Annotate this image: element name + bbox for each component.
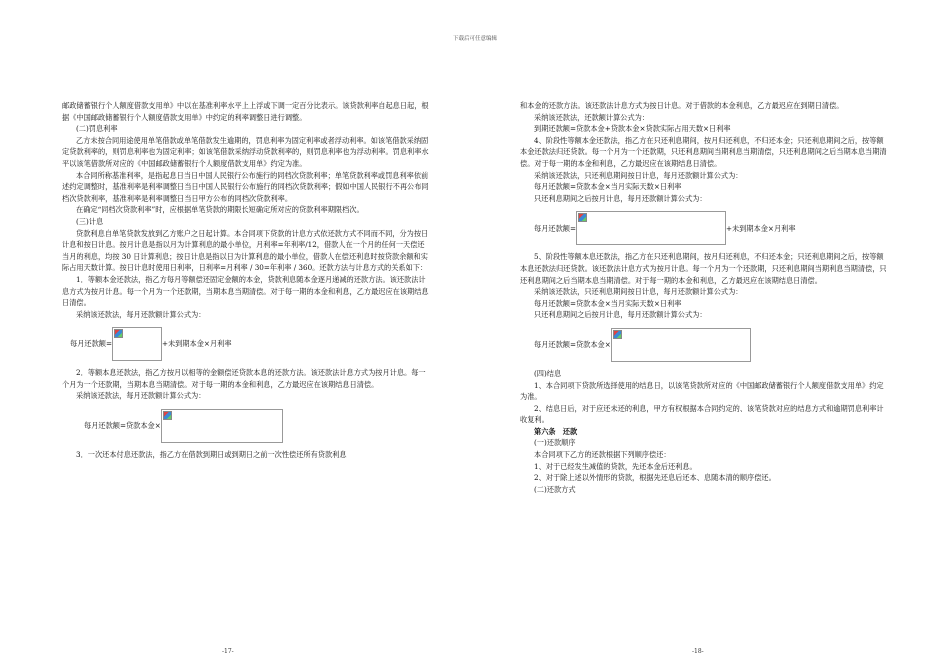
paragraph: 只还利息期间之后按月计息，每月还款额计算公式为： [534, 193, 707, 203]
paragraph: 1．等额本金还款法，指乙方每月等额偿还固定金额的本金，贷款利息随本金逐月递减的还款方法。该还款法计息方式为按月计息。每一个月为一个还款期，当期本息当期清偿。对于每一期的本金和利息，乙方最迟应在该期结息日清偿。 [62, 274, 429, 308]
paragraph: 2、对于除上述以外情形的贷款，根据先还息后还本、息随本清的顺序偿还。 [534, 473, 776, 483]
paragraph: 采纳该还款法，只还利息期间按日计息，每月还款额计算公式为： [534, 170, 743, 180]
formula-image [112, 327, 162, 361]
formula-label: 每月还款额= [534, 223, 576, 233]
paragraph: 采纳该还款法，每月还款额计算公式为： [76, 391, 206, 401]
formula-tail: +未到期本金×月利率 [725, 223, 796, 233]
paragraph: 2、结息日后，对于应还未还的利息，甲方有权根据本合同约定的、该笔贷款对应的结息方式和逾期罚息利率计收复利。 [520, 403, 884, 425]
formula-image [576, 211, 726, 245]
formula-text: 每月还款额=贷款本金×当月实际天数×日利率 [534, 182, 682, 192]
paragraph: 只还利息期间之后按月计息，每月还款额计算公式为： [534, 310, 707, 320]
paragraph: 5、阶段性等额本息还款法，指乙方在只还利息期间，按月归还利息，不归还本金；只还利息期间之后，按等额本息还款法归还贷款。该还款法计息方式为按月计息。每一个月为一个还款期，只还利息期间当期利息当期清偿，只还利息期间之后当期本息当期清偿。对于每一期的本金和利息，乙方最迟应在该期结息日清偿。 [520, 252, 887, 285]
broken-image-icon [114, 329, 123, 338]
paragraph: 乙方未按合同用途使用单笔借款或单笔借款发生逾期的，罚息利率为固定利率或者浮动利率。如该笔借款采纳固定贷款利率的，则罚息利率也为固定利率；如该笔借款采纳浮动贷款利率的，则罚息利率也为浮动利率。罚息利率水平以该笔借款所对应的《中国邮政储蓄银行个人额度借款支用单》约定为准。 [62, 135, 429, 168]
formula-text: 到期还款额=贷款本金+贷款本金×贷款实际占用天数×日利率 [534, 124, 731, 134]
paragraph: 邮政储蓄银行个人额度借款支用单》中以在基准利率水平上上浮或下调一定百分比表示。该贷款利率自起息日起，根据《中国邮政储蓄银行个人额度借款支用单》中约定的利率调整日进行调整。 [62, 101, 429, 122]
formula-equal-installment [84, 409, 430, 443]
formula-image [611, 328, 751, 362]
section-heading: (二)还款方式 [534, 484, 576, 494]
broken-image-icon [163, 411, 172, 420]
page-number-left: -17- [222, 648, 234, 655]
section-heading: (三)计息 [76, 216, 104, 226]
paragraph: 4、阶段性等额本金还款法，指乙方在只还利息期间，按月归还利息，不归还本金；只还利息期间之后，按等额本金还款法归还贷款。每一个月为一个还款期，只还利息期间当期利息当期清偿，只还利息期间之后当期本息当期清偿。对于每一期的本金和利息，乙方最迟应在该期结息日清偿。 [520, 135, 887, 168]
paragraph: 贷款利息自单笔贷款发放到乙方账户之日起计算。本合同项下贷款的计息方式依还款方式不同而不同，分为按日计息和按日计息。按月计息是指以月为计算利息的最小单位，月利率=年利率/12，借款人在一个月的任何一天偿还当月的利息，均按 30 日计算利息；按日计息是指以日为计算利息的最小单位，借款人在偿还利息时按贷款余额和实际占用天数计算。按日计息时使用日利率，日利率=月利率 / 30=年利率 / 360。还款方法与计息方式的关系如下： [62, 228, 429, 273]
paragraph: 采纳该还款法，还款额计算公式为： [534, 112, 650, 122]
paragraph: 3．一次还本付息还款法，指乙方在借款到期日或到期日之前一次性偿还所有贷款利息 [76, 450, 347, 460]
paragraph: 1、对于已经发生减值的贷款，先还本金后还利息。 [534, 461, 697, 471]
section-heading: (四)结息 [534, 368, 562, 378]
paragraph: 1、本合同项下贷款所选择使用的结息日，以该笔贷款所对应的《中国邮政储蓄银行个人额度借款支用单》约定为准。 [520, 380, 884, 402]
formula-tail: +未到期本金×月利率 [161, 339, 232, 349]
formula-stage-installment [534, 328, 888, 362]
paragraph: 在确定“同档次贷款利率”时，应根据单笔贷款的期限长短确定所对应的贷款利率期限档次。 [76, 205, 364, 215]
paragraph: 采纳该还款法，每月还款额计算公式为： [76, 309, 206, 319]
paragraph: 2．等额本息还款法，指乙方按月以相等的金额偿还贷款本息的还款方法。该还款法计息方式为按月计息。每一个月为一个还款期，当期本息当期清偿。对于每一期的本金和利息，乙方最迟应在该期结息日清偿。 [62, 368, 426, 389]
left-column [62, 100, 430, 461]
page-header: 下载后可任意编辑 [452, 36, 497, 42]
section-heading: (二)罚息利率 [76, 124, 118, 134]
paragraph: 采纳该还款法，只还利息期间按日计息，每月还款额计算公式为： [534, 287, 743, 297]
formula-image [161, 409, 283, 443]
formula-stage-principal [534, 211, 888, 245]
broken-image-icon [613, 330, 622, 339]
paragraph: 和本金的还款方法。该还款法计息方式为按日计息。对于借款的本金利息，乙方最迟应在到期日清偿。 [520, 101, 844, 110]
formula-text: 每月还款额=贷款本金×当月实际天数×日利率 [534, 298, 682, 308]
article-heading: 第六条 还款 [534, 426, 578, 436]
paragraph: 本合同所称基准利率，是指起息日当日中国人民银行公布施行的同档次贷款利率；单笔贷款利率或罚息利率依前述约定调整时，基准利率是利率调整日当日中国人民银行公布施行的同档次贷款利率；假如中国人民银行不再公布同档次贷款利率，基准利率是利率调整日当日甲方公布的同档次贷款利率。 [62, 170, 429, 203]
paragraph: 本合同项下乙方的还款根据下列顺序偿还： [534, 450, 671, 460]
section-heading: (一)还款顺序 [534, 438, 576, 448]
broken-image-icon [578, 213, 587, 222]
formula-label: 每月还款额=贷款本金× [534, 340, 611, 350]
right-column [520, 100, 888, 495]
page-number-right: -18- [692, 648, 704, 655]
formula-label: 每月还款额=贷款本金× [84, 421, 161, 431]
formula-equal-principal [70, 327, 430, 361]
formula-label: 每月还款额= [70, 339, 112, 349]
